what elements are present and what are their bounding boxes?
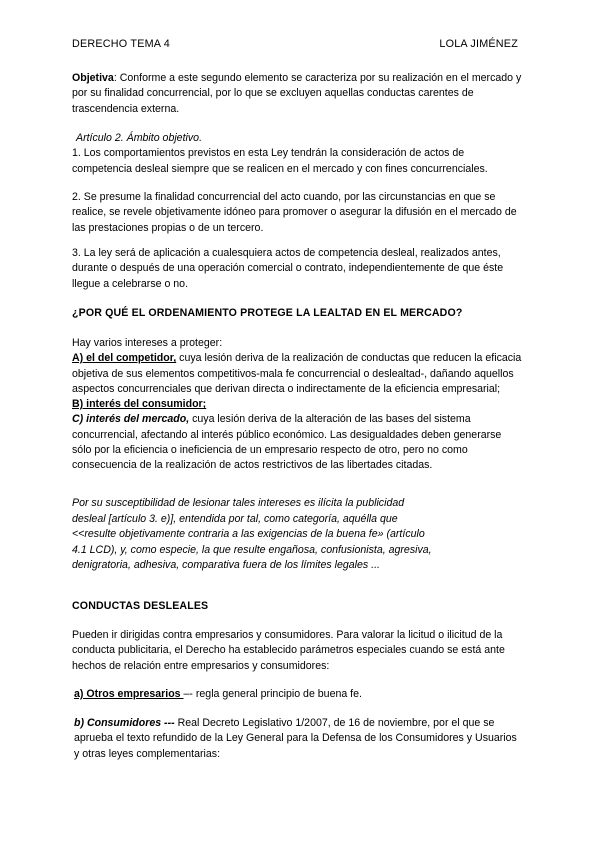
objetiva-text: : Conforme a este segundo elemento se caracteriza por su realización en el mercado y por su finalidad concurrencial, por lo que se excluyen aquellas conductas carentes de trascendencia externa. (72, 72, 522, 115)
interes-mercado (72, 412, 522, 473)
interes-c-text: cuya lesión deriva de la alteración de las bases del sistema concurrencial, afectando al interés público económico. Las desigualdades deben generarse sólo por la eficiencia o ineficiencia de un empresario respecto de otro, pero no como consecuencia de la realización de actos restrictivos de las libertades citadas. (72, 413, 502, 472)
consumidores-text: Real Decreto Legislativo 1/2007, de 16 de noviembre, por el que se aprueba el texto refundido de la Ley General para la Defensa de los Consumidores y Usuarios y otras leyes complementarias: (74, 717, 517, 760)
conductas-heading: CONDUCTAS DESLEALES (72, 600, 209, 612)
header-subject: DERECHO TEMA 4 (72, 38, 170, 50)
objetiva-paragraph (72, 71, 522, 117)
articulo-2-title: Artículo 2. Ámbito objetivo. (76, 132, 203, 144)
consumidores-block (72, 716, 522, 762)
articulo-2-p2: 2. Se presume la finalidad concurrencial del acto cuando, por las circunstancias en que se realice, se revele objetivamente idóneo para promover o asegurar la difusión en el mercado de las prestaciones propias o de un tercero. (72, 191, 517, 234)
conductas-intro-block (72, 628, 522, 674)
articulo-2-p3: 3. La ley será de aplicación a cualesquiera actos de competencia desleal, realizados antes, durante o después de una operación comercial o contrato, independientemente de que éste llegue a celebrarse o no. (72, 247, 504, 290)
intereses-section (72, 336, 522, 474)
articulo-2-p3-block (72, 246, 522, 292)
conductas-heading-block (72, 599, 522, 614)
otros-empresarios-label: a) Otros empresarios (74, 688, 184, 700)
otros-empresarios-block (72, 687, 522, 702)
intereses-intro: Hay varios intereses a proteger: (72, 337, 223, 349)
interes-a-text: cuya lesión deriva de la realización de conductas que reducen la eficacia objetiva de sus elementos competitivos-mala fe concurrencial o deslealtad-, dañando aquellos aspectos concurrenciales que derivan directa o indirectamente de la eficiencia empresarial; (72, 352, 522, 395)
question-heading-block (72, 306, 522, 321)
otros-empresarios-text: –- regla general principio de buena fe. (183, 688, 362, 700)
consumidores-label: b) Consumidores --- (74, 717, 175, 729)
articulo-2-section (72, 131, 522, 177)
publicidad-desleal-paragraph: Por su susceptibilidad de lesionar tales intereses es ilícita la publicidad desleal [artículo 3. e)], entendida por tal, como categoría, aquélla que <<resulte objetivamente contraria a las exigencias de la buena fe» (artículo 4.1 LCD), y, como especie, la que resulte engañosa, confusionista, agresiva, denigratoria, adhesiva, comparativa fuera de los límites legales ... (72, 497, 432, 572)
interes-c-label: C) interés del mercado, (72, 413, 190, 426)
interes-b-label: B) interés del consumidor; (72, 398, 207, 411)
question-heading: ¿POR QUÉ EL ORDENAMIENTO PROTEGE LA LEALTAD EN EL MERCADO? (72, 307, 463, 319)
articulo-2-p1: 1. Los comportamientos previstos en esta Ley tendrán la consideración de actos de competencia desleal siempre que se realicen en el mercado y con fines concurrenciales. (72, 147, 488, 175)
articulo-2-p2-block (72, 190, 522, 236)
interes-competidor (72, 351, 522, 397)
interes-a-label: A) el del competidor, (72, 352, 177, 365)
conductas-intro: Pueden ir dirigidas contra empresarios y consumidores. Para valorar la licitud o ilicitud de la conducta publicitaria, el Derecho ha establecido parámetros especiales cuando se está ante hechos de relación entre empresarios y consumidores: (72, 629, 505, 672)
header-author: LOLA JIMÉNEZ (439, 38, 518, 50)
page-header (72, 38, 518, 50)
objetiva-term: Objetiva (72, 72, 114, 84)
italic-paragraph-block (72, 496, 432, 574)
